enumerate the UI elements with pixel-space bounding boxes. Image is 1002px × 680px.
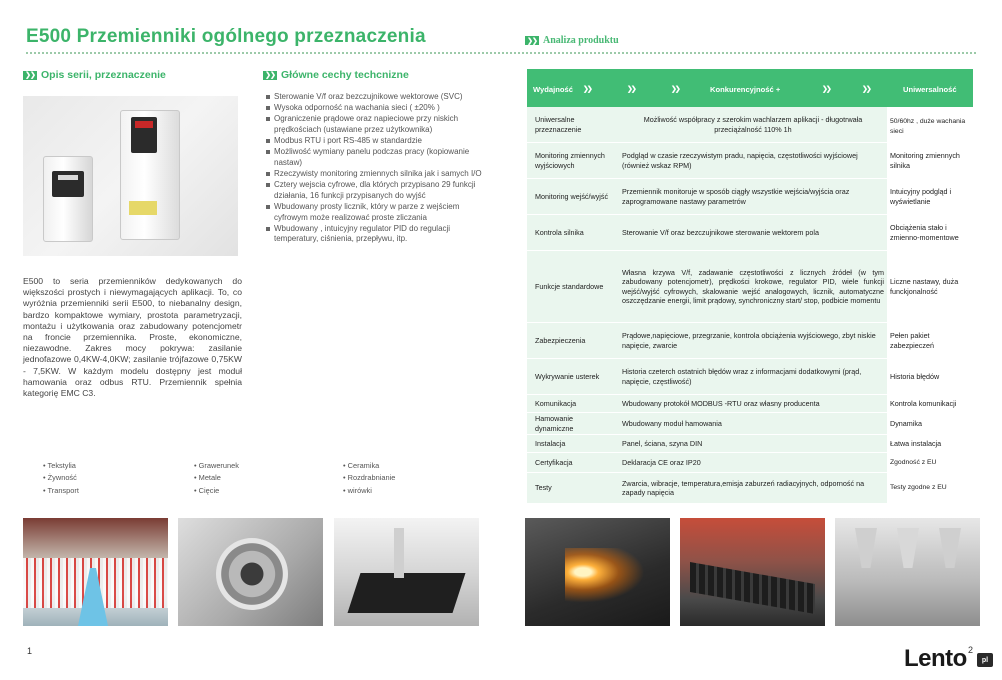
page-title: E500 Przemienniki ogólnego przeznaczenia bbox=[26, 26, 426, 47]
double-chevron-icon: ❯❯ bbox=[263, 71, 277, 80]
double-chevron-icon: ❯❯ bbox=[822, 86, 830, 93]
photo-conveyor-belt bbox=[680, 518, 825, 626]
table-row bbox=[527, 323, 973, 359]
table-row bbox=[527, 473, 973, 503]
application-list-3 bbox=[343, 460, 395, 497]
feature-item: Możliwość wymiany panelu podczas pracy (kopiowanie nastaw) bbox=[266, 147, 488, 168]
table-cell-category: Hamowanie dynamiczne bbox=[535, 414, 574, 433]
series-description: E500 to seria przemienników dedykowanych do większości prostych i niewymagających aplikacji. To, co wyróżnia przemienniki serii E500, to niebanalny design, bardzo kompaktowe wymiary, prostota parametryzacji, montażu i użytkowania oraz zabudowany potencjometr na froncie przemiennika. Proste, ekonomiczne, niezawodne. Zakres mocy pokrywa: zasilanie jednofazowe 0,4KW-4,0KW; zasilanie trójfazowe 0,75KW - 7,5KW. W każdym modelu dostępny jest moduł hamowania oraz odbus RTU. Przemiennik spełnia kategorię EMC C3. bbox=[23, 276, 242, 399]
feature-item: Modbus RTU i port RS-485 w standardzie bbox=[266, 136, 488, 147]
photo-textile-factory bbox=[23, 518, 168, 626]
inverter-small-illustration bbox=[43, 156, 93, 242]
application-item: • Grawerunek bbox=[194, 460, 239, 472]
table-header-performance: Wydajność bbox=[533, 85, 573, 94]
section-header-features bbox=[263, 69, 409, 81]
double-chevron-icon: ❯❯ bbox=[627, 86, 635, 93]
table-cell-benefit: Zgodność z EU bbox=[887, 453, 973, 472]
table-row bbox=[527, 395, 973, 413]
table-cell-category: Wykrywanie usterek bbox=[535, 371, 600, 381]
table-cell-category: Certyfikacja bbox=[535, 457, 573, 467]
table-cell-benefit: Historia błędów bbox=[887, 359, 973, 394]
double-chevron-icon: ❯❯ bbox=[525, 36, 539, 45]
section-header-analysis-label: Analiza produktu bbox=[543, 35, 619, 46]
table-row bbox=[527, 143, 973, 179]
table-cell-category: Uniwersalne przeznaczenie bbox=[535, 115, 582, 134]
table-cell-description: Deklaracja CE oraz IP20 bbox=[622, 457, 701, 467]
table-header-universality: Uniwersalność bbox=[903, 85, 957, 94]
table-cell-description: Prądowe,napięciowe, przegrzanie, kontrola obciążenia wyjściowego, zbyt niskie napięcie, zwarcie bbox=[622, 331, 876, 350]
table-cell-benefit: Monitoring zmiennych silnika bbox=[887, 143, 973, 178]
table-cell-category: Kontrola silnika bbox=[535, 227, 584, 237]
photo-cnc-engraver bbox=[334, 518, 479, 626]
feature-list bbox=[266, 92, 488, 246]
double-chevron-icon: ❯❯ bbox=[583, 86, 591, 93]
double-chevron-icon: ❯❯ bbox=[862, 86, 870, 93]
table-row bbox=[527, 435, 973, 453]
product-analysis-table bbox=[527, 69, 973, 503]
table-cell-benefit: Kontrola komunikacji bbox=[887, 395, 973, 412]
application-item: • Ceramika bbox=[343, 460, 395, 472]
application-item: • Rozdrabnianie bbox=[343, 472, 395, 484]
table-cell-description: Panel, ściana, szyna DIN bbox=[622, 438, 703, 448]
lento-logo[interactable]: Lento bbox=[904, 645, 967, 672]
table-cell-description: Podgląd w czasie rzeczywistym pradu, napięcia, częstotliwości wyjściowej (również wskaz RPM) bbox=[622, 151, 858, 170]
table-cell-description: Zwarcia, wibracje, temperatura,emisja zaburzeń radiacyjnych, odporność na zapady napięcia bbox=[622, 478, 865, 497]
application-item: • wirówki bbox=[343, 485, 395, 497]
table-row bbox=[527, 215, 973, 251]
feature-item: Ograniczenie prądowe oraz napieciowe przy niskich prędkościach (ustawiane przez użytkownika) bbox=[266, 114, 488, 135]
table-row bbox=[527, 453, 973, 473]
double-chevron-icon: ❯❯ bbox=[23, 71, 37, 80]
table-cell-benefit: Testy zgodne z EU bbox=[887, 473, 973, 503]
double-chevron-icon: ❯❯ bbox=[671, 86, 679, 93]
table-cell-category: Zabezpieczenia bbox=[535, 335, 586, 345]
table-cell-category: Komunikacja bbox=[535, 398, 577, 408]
section-header-analysis bbox=[525, 35, 619, 46]
application-item: • Metale bbox=[194, 472, 239, 484]
table-cell-benefit: Łatwa instalacja bbox=[887, 435, 973, 452]
table-cell-category: Monitoring zmiennych wyjściowych bbox=[535, 151, 605, 170]
inverter-large-illustration bbox=[120, 110, 180, 240]
table-cell-description: Sterowanie V/f oraz bezczujnikowe sterowanie wektorem pola bbox=[622, 227, 819, 237]
table-cell-description: Wbudowany protokół MODBUS -RTU oraz własny producenta bbox=[622, 398, 820, 408]
table-cell-description: Przemiennik monitoruje w sposób ciągły wszystkie wejścia/wyjścia oraz zaprogramowane nastawy parametrów bbox=[622, 187, 850, 206]
table-cell-benefit: Liczne nastawy, duża funckjonalność bbox=[887, 251, 973, 322]
table-cell-description: Historia czeterch ostatnich błędów wraz z informacjami dodatkowymi (prąd, napięcie, częstliwość) bbox=[622, 367, 862, 386]
application-list-2 bbox=[194, 460, 239, 497]
table-cell-benefit: Pełen pakiet zabezpieczeń bbox=[887, 323, 973, 358]
table-cell-benefit: 50/60hz , duże wachania sieci bbox=[887, 107, 973, 142]
table-row bbox=[527, 251, 973, 323]
table-cell-benefit: Dynamika bbox=[887, 413, 973, 434]
section-header-series-label: Opis serii, przeznaczenie bbox=[41, 69, 166, 81]
table-cell-category: Funkcje standardowe bbox=[535, 281, 604, 291]
photo-metal-cutting-sparks bbox=[525, 518, 670, 626]
table-row bbox=[527, 359, 973, 395]
application-item: • Tekstylia bbox=[43, 460, 79, 472]
table-cell-benefit: Obciążenia stało i zmienno-momentowe bbox=[887, 215, 973, 250]
application-item: • Transport bbox=[43, 485, 79, 497]
table-cell-benefit: Intuicyjny podgląd i wyświetlanie bbox=[887, 179, 973, 214]
table-cell-description: Wbudowany moduł hamowania bbox=[622, 418, 722, 428]
feature-item: Cztery wejscia cyfrowe, dla których przypisano 29 funkcji działania, 16 funkcji przypisanych do wyjść bbox=[266, 180, 488, 201]
photo-packaging-machine bbox=[835, 518, 980, 626]
table-cell-category: Instalacja bbox=[535, 438, 566, 448]
application-item: • Cięcie bbox=[194, 485, 239, 497]
lento-logo-superscript: 2 bbox=[968, 645, 974, 655]
table-cell-category: Monitoring wejść/wyjść bbox=[535, 191, 609, 201]
table-header bbox=[527, 69, 973, 107]
lento-logo-badge: pl bbox=[977, 653, 993, 667]
section-header-features-label: Główne cechy techcnizne bbox=[281, 69, 409, 81]
section-header-series bbox=[23, 69, 166, 81]
product-photo-e500 bbox=[23, 96, 238, 256]
table-header-competitiveness: Konkurencyjność + bbox=[710, 85, 781, 94]
feature-item: Wbudowany , intuicyjny regulator PID do regulacji temperatury, ciśnienia, przepływu, itp. bbox=[266, 224, 488, 245]
feature-item: Sterowanie V/f oraz bezczujnikowe wektorowe (SVC) bbox=[266, 92, 488, 103]
table-row bbox=[527, 107, 973, 143]
photo-metal-machine bbox=[178, 518, 323, 626]
feature-item: Wysoka odporność na wachania sieci ( ±20% ) bbox=[266, 103, 488, 114]
table-cell-category: Testy bbox=[535, 483, 552, 493]
application-list-1 bbox=[43, 460, 79, 497]
feature-item: Wbudowany prosty licznik, który w parze z wejściem cyfrowym może realizować proste zliczania bbox=[266, 202, 488, 223]
feature-item: Rzeczywisty monitoring zmiennych silnika jak i samych I/O bbox=[266, 169, 488, 180]
table-row bbox=[527, 179, 973, 215]
application-item: • Żywność bbox=[43, 472, 79, 484]
table-cell-description: Własna krzywa V/f, zadawanie częstotliwości z licznych źródeł (w tym zabudowany potencjometr), prędkości krokowe, regulator PID, wiele funkcji wejść/wyjść cyfrowych, skalowanie wejść analogowych, licznik, automatyczne oszczędzanie energii, limit prądowy, synchroniczny start/ stop, podbicie momentu bbox=[622, 267, 884, 305]
table-row bbox=[527, 413, 973, 435]
title-divider bbox=[26, 52, 976, 54]
table-body bbox=[527, 107, 973, 503]
table-cell-description: Możliwość współpracy z szerokim wachlarzem aplikacji - długotrwała przeciążalność 110% 1h bbox=[643, 115, 863, 134]
page-number: 1 bbox=[27, 646, 33, 656]
